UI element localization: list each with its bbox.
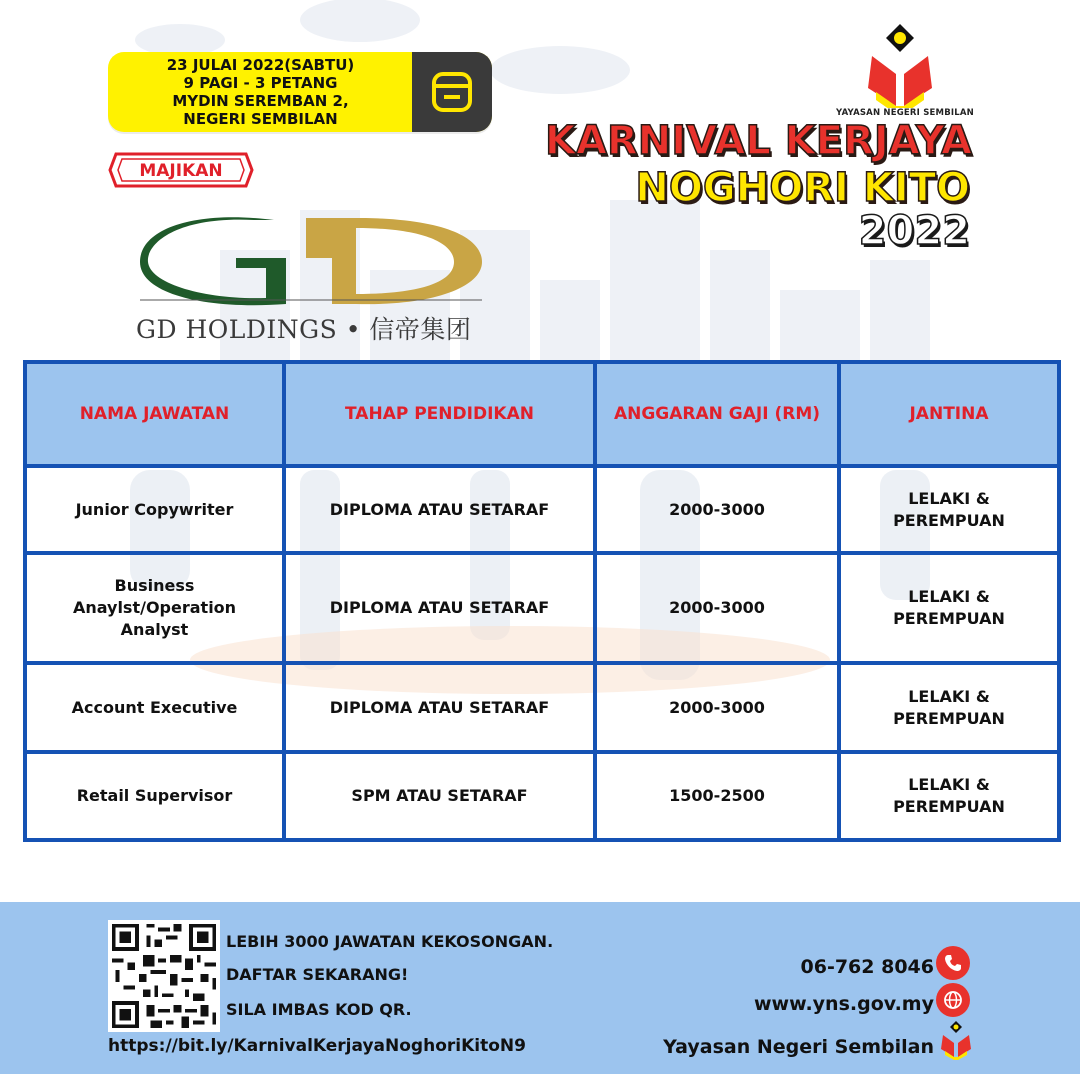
event-title-line2: NOGHORI KITO: [635, 165, 970, 211]
organizer-name: Yayasan Negeri Sembilan: [663, 1036, 934, 1058]
qr-code-icon[interactable]: [108, 920, 220, 1032]
jobs-table: [23, 360, 1061, 842]
contact-website[interactable]: www.yns.gov.my: [754, 993, 934, 1015]
cell-pendidikan: DIPLOMA ATAU SETARAF: [284, 663, 595, 752]
contact-phone[interactable]: 06-762 8046: [800, 956, 934, 978]
cell-pendidikan: DIPLOMA ATAU SETARAF: [284, 553, 595, 663]
event-date-line: 23 JULAI 2022(SABTU): [166, 56, 355, 74]
cell-jantina: LELAKI & PEREMPUAN: [839, 466, 1059, 553]
cell-jantina: LELAKI & PEREMPUAN: [839, 752, 1059, 840]
globe-icon: [936, 983, 970, 1017]
yns-small-logo-icon: [938, 1020, 974, 1060]
calendar-icon: [412, 52, 492, 132]
event-venue-line: MYDIN SEREMBAN 2,: [172, 92, 349, 110]
header-jawatan: NAMA JAWATAN: [25, 362, 284, 466]
yns-logo-text: YAYASAN NEGERI SEMBILAN: [836, 108, 974, 118]
table-row: [25, 663, 1059, 752]
footer-register-text: DAFTAR SEKARANG!: [226, 965, 409, 984]
event-state-line: NEGERI SEMBILAN: [183, 110, 338, 128]
cell-jawatan: Business Anaylst/Operation Analyst: [25, 553, 284, 663]
table-row: [25, 466, 1059, 553]
registration-link[interactable]: https://bit.ly/KarnivalKerjayaNoghoriKitoN9: [108, 1036, 526, 1056]
event-title-line1: KARNIVAL KERJAYA: [545, 118, 972, 164]
table-row: [25, 752, 1059, 840]
yns-emblem-icon: [830, 22, 970, 108]
table-header-row: [25, 362, 1059, 466]
footer-vacancies-text: LEBIH 3000 JAWATAN KEKOSONGAN.: [226, 932, 554, 951]
cell-jantina: LELAKI & PEREMPUAN: [839, 663, 1059, 752]
header-gaji: ANGGARAN GAJI (RM): [595, 362, 839, 466]
event-time-line: 9 PAGI - 3 PETANG: [183, 74, 338, 92]
employer-tag: [108, 152, 254, 188]
phone-icon: [936, 946, 970, 980]
cell-gaji: 2000-3000: [595, 663, 839, 752]
cell-pendidikan: DIPLOMA ATAU SETARAF: [284, 466, 595, 553]
employer-name: GD HOLDINGS • 信帝集团: [136, 315, 472, 344]
cell-jawatan: Account Executive: [25, 663, 284, 752]
cell-gaji: 2000-3000: [595, 466, 839, 553]
cell-jawatan: Retail Supervisor: [25, 752, 284, 840]
header-jantina: JANTINA: [839, 362, 1059, 466]
table-row: [25, 553, 1059, 663]
event-title-year: 2022: [858, 208, 970, 254]
cell-jantina: LELAKI & PEREMPUAN: [839, 553, 1059, 663]
employer-tag-label: MAJIKAN: [139, 161, 223, 181]
event-date-text: [108, 56, 413, 128]
cell-jawatan: Junior Copywriter: [25, 466, 284, 553]
event-date-box: [108, 52, 492, 132]
cell-gaji: 2000-3000: [595, 553, 839, 663]
header-pendidikan: TAHAP PENDIDIKAN: [284, 362, 595, 466]
cell-gaji: 1500-2500: [595, 752, 839, 840]
yns-logo: [830, 22, 974, 122]
footer-scan-text: SILA IMBAS KOD QR.: [226, 1000, 412, 1019]
cell-pendidikan: SPM ATAU SETARAF: [284, 752, 595, 840]
